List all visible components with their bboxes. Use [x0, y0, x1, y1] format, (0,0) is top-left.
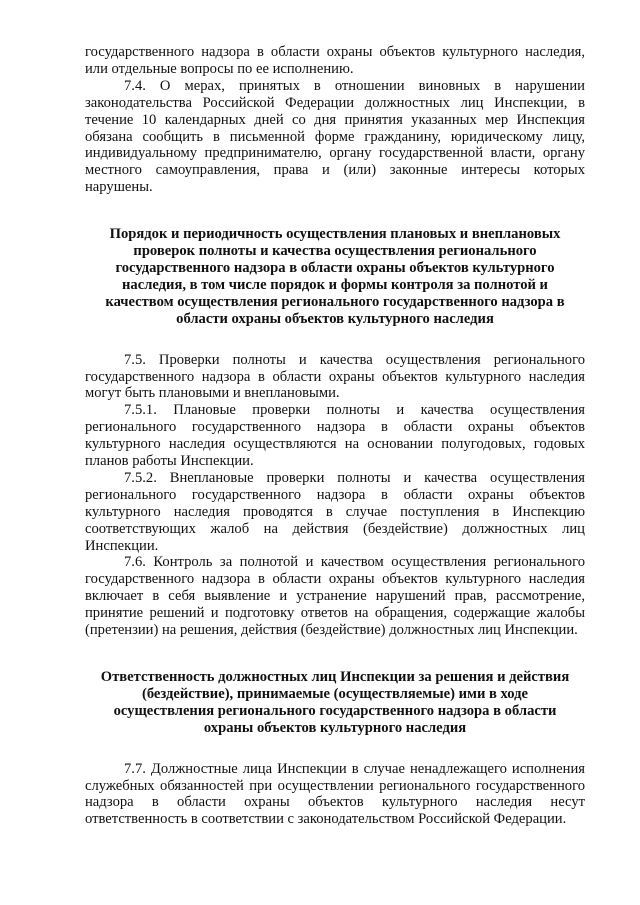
paragraph-7-5-2: 7.5.2. Внеплановые проверки полноты и качества осуществления регионального государственного надзора в области охраны объектов культурного наследия проводятся в случае поступления в Инспекцию соответствующих жалоб на действия (бездействие) должностных лиц Инспекции. [85, 469, 585, 554]
spacer [85, 639, 585, 669]
paragraph-7-4: 7.4. О мерах, принятых в отношении виновных в нарушении законодательства Российской Федерации должностных лиц Инспекции, в течение 10 календарных дней со дня принятия указанных мер Инспекция обязана сообщить в письменной форме гражданину, юридическому лицу, индивидуальному предпринимателю, органу государственной власти, органу местного самоуправления, права и (или) законные интересы которых нарушены. [85, 77, 585, 196]
spacer [85, 737, 585, 761]
spacer [85, 196, 585, 226]
paragraph-7-5-1: 7.5.1. Плановые проверки полноты и качества осуществления регионального государственного надзора в области охраны объектов культурного наследия осуществляются на основании полугодовых, годовых планов работы Инспекции. [85, 402, 585, 470]
paragraph-7-7: 7.7. Должностные лица Инспекции в случае ненадлежащего исполнения служебных обязанностей при осуществлении регионального государственного надзора в области охраны объектов культурного наследия несут ответственность в соответствии с законодательством Российской Федерации. [85, 760, 585, 828]
paragraph-7-6: 7.6. Контроль за полнотой и качеством осуществления регионального государственного надзора в области охраны объектов культурного наследия включает в себя выявление и устранение нарушений прав, рассмотрение, принятие решений и подготовку ответов на обращения, содержащие жалобы (претензии) на решения, действия (бездействие) должностных лиц Инспекции. [85, 554, 585, 639]
document-page [85, 44, 585, 828]
paragraph-7-5: 7.5. Проверки полноты и качества осуществления регионального государственного надзора в области охраны объектов культурного наследия могут быть плановыми и внеплановыми. [85, 351, 585, 402]
spacer [85, 328, 585, 352]
section-heading-inspections: Порядок и периодичность осуществления плановых и внеплановых проверок полноты и качества осуществления регионального государственного надзора в области охраны объектов культурного наследия, в том числе порядок и формы контроля за полнотой и качеством осуществления регионального государственного надзора в области охраны объектов культурного наследия [105, 226, 565, 327]
paragraph-continuation: государственного надзора в области охраны объектов культурного наследия, или отдельные вопросы по ее исполнению. [85, 44, 585, 77]
section-heading-responsibility: Ответственность должностных лиц Инспекции за решения и действия (бездействие), принимаемые (осуществляемые) ими в ходе осуществления регионального государственного надзора в области охраны объектов культурного наследия [100, 669, 570, 736]
